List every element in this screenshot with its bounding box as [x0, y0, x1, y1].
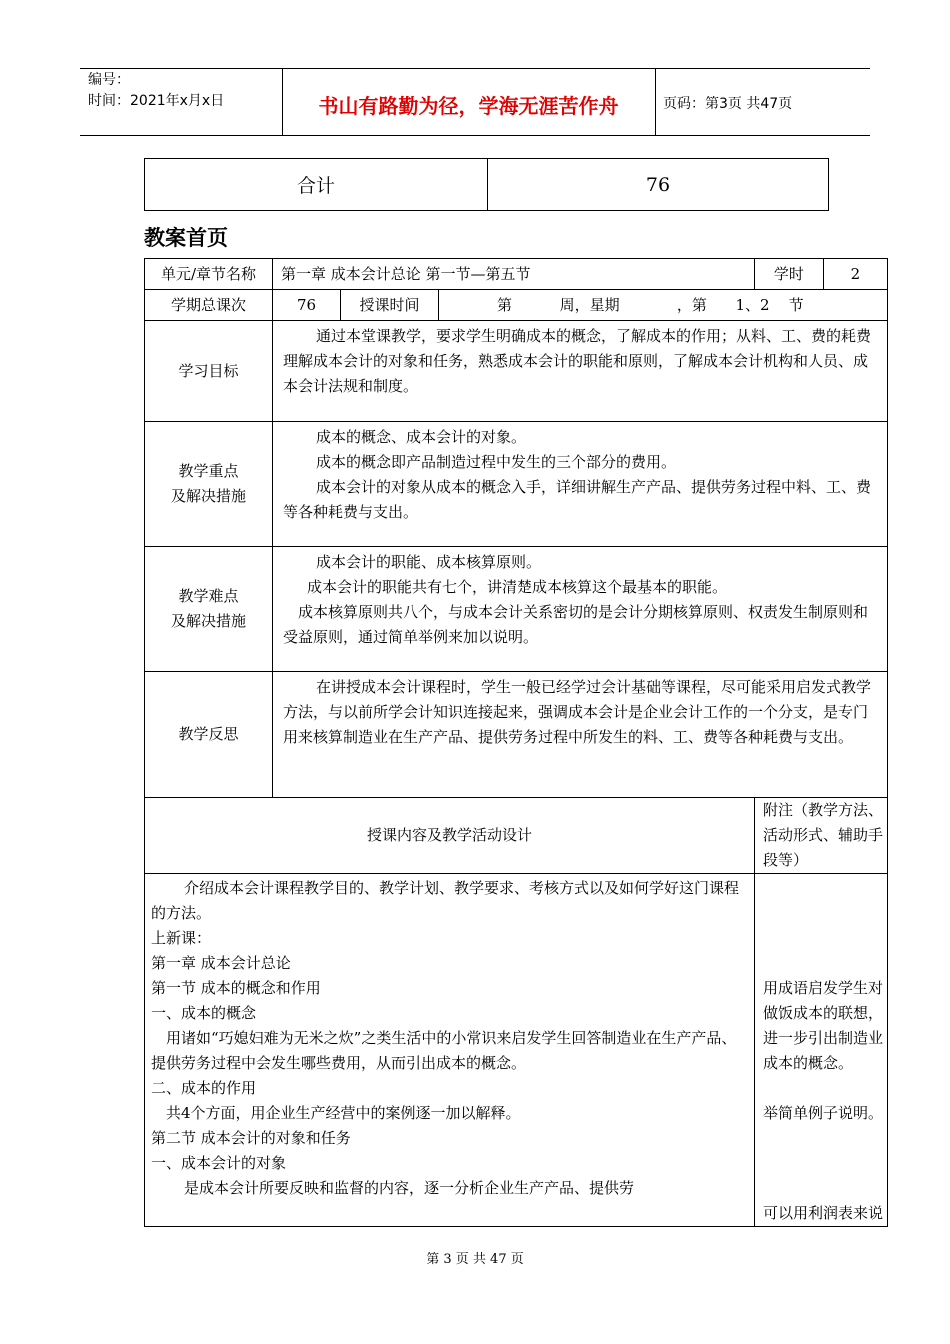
key-points-line: 成本的概念即产品制造过程中发生的三个部分的费用。: [316, 453, 677, 471]
note-3: 可以用利润表来说: [763, 1204, 884, 1222]
time-label: 时间：2021年x月x日: [88, 93, 225, 109]
term-value: 76: [273, 290, 341, 321]
content-section2: 第二节 成本会计的对象和任务: [151, 1129, 351, 1147]
header-motto: 书山有路勤为径，学海无涯苦作舟: [318, 94, 619, 118]
content-section1: 第一节 成本的概念和作用: [151, 979, 321, 997]
key-points-label-line2: 及解决措施: [170, 487, 246, 505]
design-content-row: [145, 874, 888, 1227]
class-time-value: 第 周，星期 ，第 1、2 节: [439, 290, 888, 321]
total-row: [145, 159, 829, 211]
key-points-line: 成本的概念、成本会计的对象。: [316, 428, 527, 446]
serial-label: 编号：: [88, 72, 130, 88]
section-title: 教案首页: [144, 226, 228, 250]
notes-spacer: [763, 1076, 883, 1101]
key-points-line: 成本会计的对象从成本的概念入手，详细讲解生产产品、提供劳务过程中料、工、费等各种耗费与支出。: [283, 478, 872, 521]
key-points-row: [145, 422, 888, 547]
content-new-lesson: 上新课：: [151, 929, 212, 947]
note-header: 附注（教学方法、活动形式、辅助手段等）: [755, 798, 888, 874]
header-bottom-rule: [80, 135, 870, 136]
difficulties-label: [145, 547, 273, 672]
page-footer: 第 3 页 共 47 页: [426, 1252, 524, 1267]
difficulties-row: [145, 547, 888, 672]
content-item1-text: 用诸如“巧媳妇难为无米之炊”之类生活中的小常识来启发学生回答制造业在生产产品、提供劳务过程中会发生哪些费用，从而引出成本的概念。: [151, 1029, 737, 1072]
key-points-label: [145, 422, 273, 547]
content-body: [145, 874, 755, 1227]
reflection-label: 教学反思: [145, 672, 273, 798]
difficulties-line: 成本会计的职能共有七个，讲清楚成本核算这个最基本的职能。: [307, 578, 728, 596]
header-divider: [655, 68, 656, 135]
content-item2-text: 共4个方面，用企业生产经营中的案例逐一加以解释。: [166, 1104, 521, 1122]
lesson-plan-table: [144, 258, 888, 1227]
difficulties-line: 成本会计的职能、成本核算原则。: [316, 553, 542, 571]
notes-spacer: [763, 1126, 883, 1201]
notes-body: [755, 874, 888, 1227]
objectives-row: [145, 321, 888, 422]
reflection-paragraph: 在讲授成本会计课程时，学生一般已经学过会计基础等课程，尽可能采用启发式教学方法，与以前所学会计知识连接起来，强调成本会计是企业会计工作的一个分支，是专门用来核算制造业在生产产品、提供劳务过程中所发生的料、工、费等各种耗费与支出。: [283, 678, 872, 746]
content-item1: 一、成本的概念: [151, 1004, 257, 1022]
total-label: 合计: [145, 159, 488, 211]
content-intro: 介绍成本会计课程教学目的、教学计划、教学要求、考核方式以及如何学好这门课程的方法。: [151, 879, 740, 922]
key-points-label-line1: 教学重点: [178, 462, 239, 480]
objectives-text: [273, 321, 888, 422]
reflection-text: [273, 672, 888, 798]
design-header-row: [145, 798, 888, 874]
key-points-text: [273, 422, 888, 547]
content-chapter: 第一章 成本会计总论: [151, 954, 291, 972]
difficulties-text: [273, 547, 888, 672]
header-page-number: 页码：第3页 共47页: [663, 96, 793, 112]
term-row: [145, 290, 888, 321]
difficulties-line: 成本核算原则共八个，与成本会计关系密切的是会计分期核算原则、权责发生制原则和受益原则，通过简单举例来加以说明。: [283, 603, 869, 646]
chapter-row: [145, 259, 888, 290]
hours-value: 2: [823, 259, 887, 290]
header-top-rule: [80, 68, 870, 69]
reflection-row: [145, 672, 888, 798]
difficulties-label-line1: 教学难点: [178, 587, 239, 605]
term-label: 学期总课次: [145, 290, 273, 321]
content-item3-text: 是成本会计所要反映和监督的内容，逐一分析企业生产产品、提供劳: [184, 1179, 635, 1197]
note-2: 举简单例子说明。: [763, 1104, 884, 1122]
total-value: 76: [488, 159, 829, 211]
notes-spacer: [763, 876, 883, 976]
header-meta: [88, 70, 224, 112]
hours-label: 学时: [755, 259, 824, 290]
difficulties-label-line2: 及解决措施: [170, 612, 246, 630]
content-header: 授课内容及教学活动设计: [145, 798, 755, 874]
content-item2: 二、成本的作用: [151, 1079, 257, 1097]
objectives-paragraph: 通过本堂课教学，要求学生明确成本的概念，了解成本的作用；从料、工、费的耗费理解成本会计的对象和任务，熟悉成本会计的职能和原则，了解成本会计机构和人员、成本会计法规和制度。: [283, 327, 872, 395]
class-time-label: 授课时间: [341, 290, 439, 321]
note-1: 用成语启发学生对做饭成本的联想，进一步引出制造业成本的概念。: [763, 979, 884, 1072]
chapter-value: 第一章 成本会计总论 第一节—第五节: [273, 259, 755, 290]
chapter-label: 单元/章节名称: [145, 259, 273, 290]
objectives-label: 学习目标: [145, 321, 273, 422]
content-item3: 一、成本会计的对象: [151, 1154, 287, 1172]
total-table: [144, 158, 829, 211]
